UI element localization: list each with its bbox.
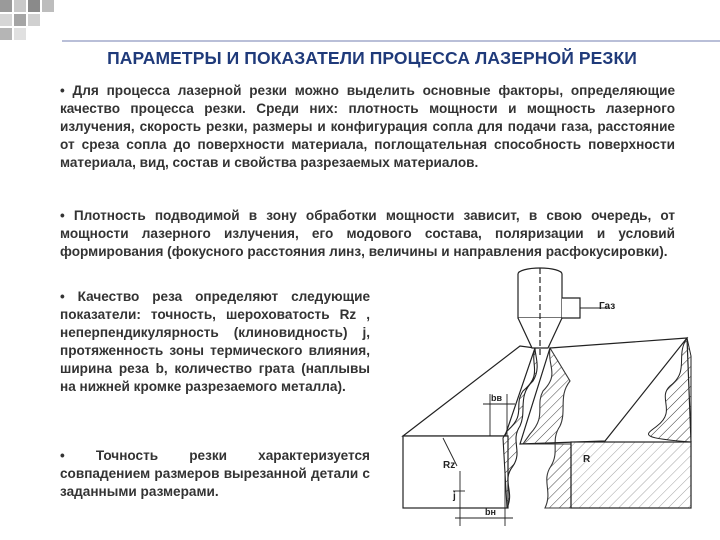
label-r: R <box>583 454 591 465</box>
gas-label: Газ <box>599 301 616 312</box>
slide-title: ПАРАМЕТРЫ И ПОКАЗАТЕЛИ ПРОЦЕССА ЛАЗЕРНОЙ РЕЗКИ <box>107 48 637 68</box>
label-b-top: bв <box>491 393 503 403</box>
label-j: j <box>453 491 456 502</box>
bullet-cut-accuracy: • Точность резки характеризуется совпадением размеров вырезанной детали с заданными размерами. <box>60 448 370 499</box>
right-front-face <box>571 442 691 508</box>
bullet-quality-factors: • Для процесса лазерной резки можно выделить основные факторы, определяющие качество процесса резки. Среди них: плотность мощности и мощность лазерного излучения, скорость резки, размеры и конфигурация сопла для подачи газа, расстояние от среза сопла до поверхности материала, поглощательная способность поверхности материала, вид, состав и свойства разрезаемых материалов. <box>60 83 675 170</box>
bullet-cut-quality: • Качество реза определяют следующие показатели: точность, шероховатость Rz , неперпендикулярность (клиновидность) j, протяженность зоны термического влияния, ширина реза b, количество грата (наплывы на нижней кромке разрезаемого металла). <box>60 289 370 394</box>
label-b-bottom: bн <box>485 507 496 517</box>
laser-cut-diagram <box>395 256 700 531</box>
label-rz: Rz <box>443 460 456 471</box>
bullet-power-density: • Плотность подводимой в зону обработки мощности зависит, в свою очередь, от мощности лазерного излучения, его модового состава, поляризации и условий формирования (фокусного расстояния линз, величины и направления расфокусировки). <box>60 208 675 259</box>
corner-decoration <box>0 0 720 44</box>
title-underline <box>62 40 720 42</box>
gas-nozzle <box>518 268 580 356</box>
